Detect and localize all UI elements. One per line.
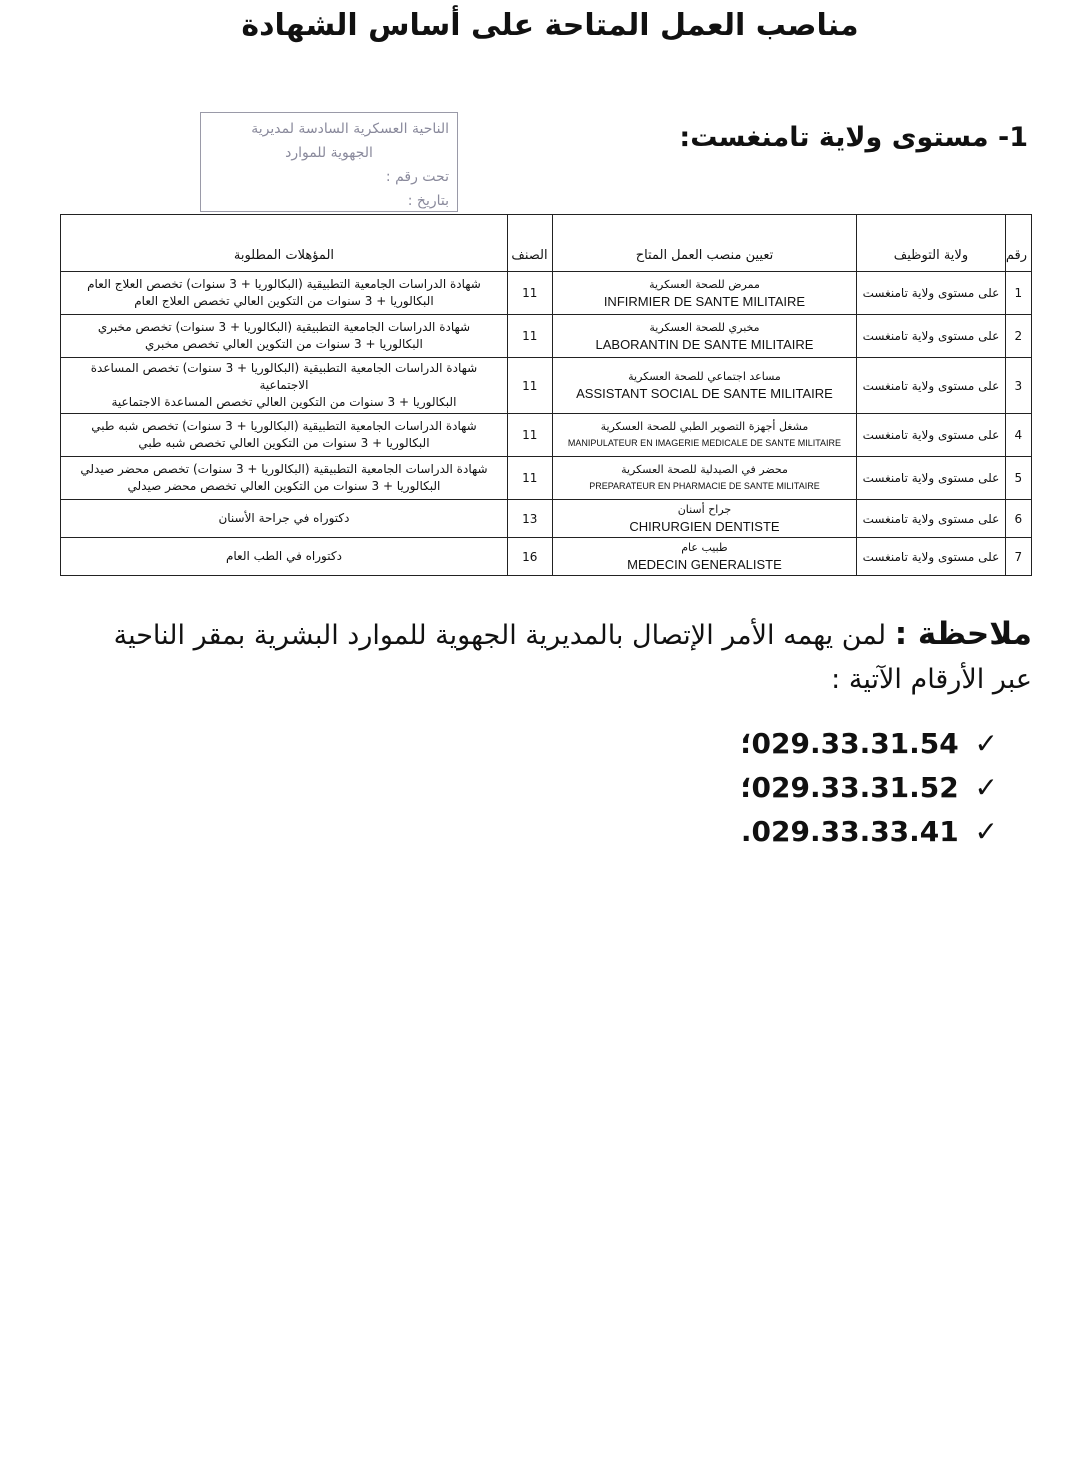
row-qualification [61, 272, 508, 315]
post-french: ASSISTANT SOCIAL DE SANTE MILITAIRE [576, 386, 833, 401]
row-wilaya: على مستوى ولاية تامنغست [857, 272, 1005, 315]
post-arabic: جراح أسنان [677, 503, 732, 516]
post-arabic: مشغل أجهزة التصوير الطبي للصحة العسكرية [600, 419, 809, 433]
check-icon: ✓ [974, 727, 998, 760]
phone-number: 029.33.31.54؛ [740, 727, 959, 760]
qualification-line-2: البكالوريا + 3 سنوات من التكوين العالي تخصص المساعدة الاجتماعية [111, 395, 457, 409]
row-num: 3 [1005, 358, 1031, 414]
qualification-line-1: شهادة الدراسات الجامعية التطبيقية (البكالوريا + 3 سنوات) تخصص شبه طبي [91, 419, 477, 433]
phone-item [740, 766, 998, 810]
note-text: لمن يهمه الأمر الإتصال بالمديرية الجهوية للموارد البشرية بمقر الناحية عبر الأرقام الآتية : [113, 620, 1032, 695]
phone-item [740, 810, 998, 854]
table-row [61, 457, 1032, 500]
row-num: 2 [1005, 315, 1031, 358]
post-arabic: مساعد اجتماعي للصحة العسكرية [628, 370, 781, 383]
note-paragraph [92, 612, 1032, 702]
table-row [61, 272, 1032, 315]
header-grade: الصنف [507, 215, 552, 272]
row-qualification [61, 414, 508, 457]
row-qualification [61, 500, 508, 538]
qualification-line-1: شهادة الدراسات الجامعية التطبيقية (البكالوريا + 3 سنوات) تخصص المساعدة الاجتماعية [90, 361, 478, 392]
check-icon: ✓ [974, 815, 998, 848]
table-row [61, 315, 1032, 358]
row-post [552, 538, 857, 576]
row-wilaya: على مستوى ولاية تامنغست [857, 500, 1005, 538]
check-icon: ✓ [974, 771, 998, 804]
qualification-line-1: دكتوراه في جراحة الأسنان [218, 511, 350, 525]
qualification-line-2: البكالوريا + 3 سنوات من التكوين العالي تخصص شبه طبي [138, 436, 430, 450]
row-post [552, 315, 857, 358]
post-arabic: ممرض للصحة العسكرية [649, 277, 760, 291]
qualification-line-2: البكالوريا + 3 سنوات من التكوين العالي تخصص محضر صيدلي [127, 479, 441, 493]
row-grade: 11 [507, 358, 552, 414]
row-post [552, 414, 857, 457]
row-wilaya: على مستوى ولاية تامنغست [857, 538, 1005, 576]
table-row [61, 358, 1032, 414]
qualification-line-1: شهادة الدراسات الجامعية التطبيقية (البكالوريا + 3 سنوات) تخصص محضر صيدلي [80, 462, 488, 476]
row-post [552, 457, 857, 500]
stamp-line-2: الجهوية للموارد [285, 145, 373, 161]
row-post [552, 358, 857, 414]
qualification-line-2: البكالوريا + 3 سنوات من التكوين العالي تخصص العلاج العام [134, 294, 434, 308]
stamp-line-1: الناحية العسكرية السادسة لمديرية [251, 121, 449, 137]
phone-number: 029.33.33.41. [740, 815, 959, 848]
qualification-line-2: البكالوريا + 3 سنوات من التكوين العالي تخصص مخبري [145, 337, 423, 351]
jobs-table [60, 214, 1032, 576]
post-french: INFIRMIER DE SANTE MILITAIRE [603, 293, 806, 309]
section-title: 1- مستوى ولاية تامنغست: [679, 122, 1028, 153]
row-qualification [61, 457, 508, 500]
row-qualification [61, 358, 508, 414]
stamp-line-3: تحت رقم : [385, 169, 449, 185]
phone-item [740, 722, 998, 766]
table-row [61, 538, 1032, 576]
row-num: 6 [1005, 500, 1031, 538]
row-grade: 11 [507, 414, 552, 457]
row-wilaya: على مستوى ولاية تامنغست [857, 315, 1005, 358]
row-grade: 13 [507, 500, 552, 538]
page-title: مناصب العمل المتاحة على أساس الشهادة [241, 8, 859, 43]
post-french: MANIPULATEUR EN IMAGERIE MEDICALE DE SANTE MILITAIRE [567, 437, 842, 448]
row-post [552, 272, 857, 315]
row-grade: 16 [507, 538, 552, 576]
qualification-line-1: دكتوراه في الطب العام [225, 549, 342, 563]
row-num: 5 [1005, 457, 1031, 500]
row-num: 7 [1005, 538, 1031, 576]
row-num: 4 [1005, 414, 1031, 457]
row-wilaya: على مستوى ولاية تامنغست [857, 358, 1005, 414]
post-arabic: مخبري للصحة العسكرية [649, 320, 760, 334]
post-arabic: محضر في الصيدلية للصحة العسكرية [621, 462, 788, 476]
header-wilaya: ولاية التوظيف [857, 215, 1005, 272]
post-french: CHIRURGIEN DENTISTE [629, 519, 780, 534]
post-french: MEDECIN GENERALISTE [627, 557, 782, 572]
qualification-line-1: شهادة الدراسات الجامعية التطبيقية (البكالوريا + 3 سنوات) تخصص العلاج العام [87, 277, 481, 291]
row-grade: 11 [507, 457, 552, 500]
note-label: ملاحظة : [894, 616, 1032, 652]
row-qualification [61, 315, 508, 358]
official-stamp [200, 112, 458, 212]
table-row [61, 414, 1032, 457]
row-wilaya: على مستوى ولاية تامنغست [857, 414, 1005, 457]
post-french: PREPARATEUR EN PHARMACIE DE SANTE MILITAIRE [589, 480, 820, 491]
phone-list [740, 722, 998, 854]
table-row [61, 500, 1032, 538]
stamp-line-4: بتاريخ : [407, 193, 449, 209]
post-arabic: طبيب عام [681, 541, 728, 554]
row-qualification [61, 538, 508, 576]
phone-number: 029.33.31.52؛ [740, 771, 959, 804]
row-wilaya: على مستوى ولاية تامنغست [857, 457, 1005, 500]
header-num: رقم [1005, 215, 1031, 272]
row-grade: 11 [507, 315, 552, 358]
qualification-line-1: شهادة الدراسات الجامعية التطبيقية (البكالوريا + 3 سنوات) تخصص مخبري [97, 320, 471, 334]
row-grade: 11 [507, 272, 552, 315]
row-post [552, 500, 857, 538]
header-qual: المؤهلات المطلوبة [61, 215, 508, 272]
table-header-row [61, 215, 1032, 272]
row-num: 1 [1005, 272, 1031, 315]
post-french: LABORANTIN DE SANTE MILITAIRE [595, 336, 814, 352]
header-post: تعيين منصب العمل المتاح [552, 215, 857, 272]
